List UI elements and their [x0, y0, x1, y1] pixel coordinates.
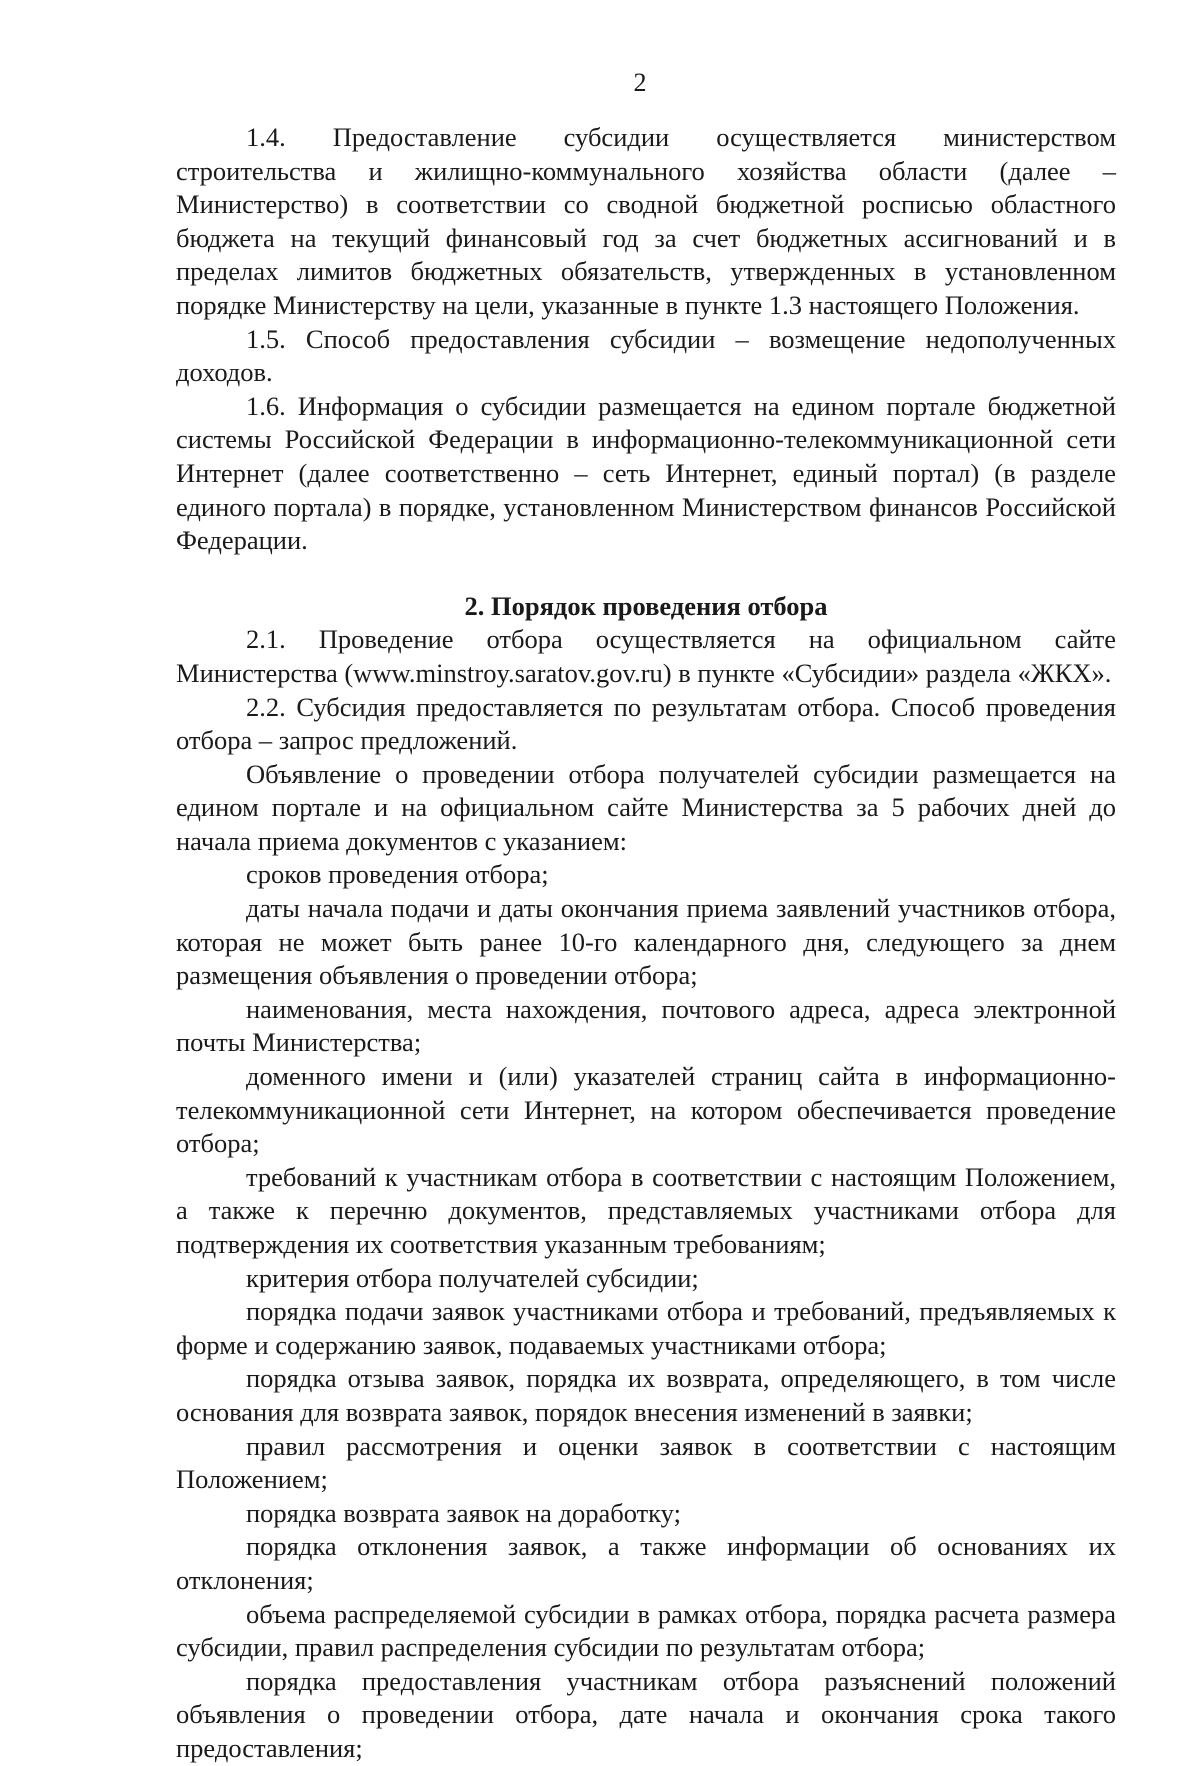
- section-heading: 2. Порядок проведения отбора: [464, 590, 828, 621]
- list-item: наименования, места нахождения, почтового адреса, адреса электронной почты Министерства;: [176, 993, 1116, 1058]
- document-body: [176, 121, 1116, 1766]
- list-item: доменного имени и (или) указателей страниц сайта в информационно-телекоммуникационной сети Интернет, на котором обеспечивается проведение отбора;: [176, 1061, 1116, 1159]
- list-item: порядка подачи заявок участниками отбора и требований, предъявляемых к форме и содержанию заявок, подаваемых участниками отбора;: [176, 1296, 1116, 1360]
- list-item: порядка предоставления участникам отбора разъяснений положений объявления о проведении отбора, дате начала и окончания срока такого предоставления;: [176, 1665, 1116, 1763]
- paragraph-2-1: 2.1. Проведение отбора осуществляется на официальном сайте Министерства (www.minstroy.saratov.gov.ru) в пункте «Субсидии» раздела «ЖКХ».: [176, 624, 1116, 688]
- list-item: порядка отклонения заявок, а также информации об основаниях их отклонения;: [176, 1531, 1116, 1595]
- paragraph-1-6: 1.6. Информация о субсидии размещается на едином портале бюджетной системы Российской Федерации в информационно-телекоммуникационной сети Интернет (далее соответственно – сеть Интернет, единый портал) (в разделе единого портала) в порядке, установленном Министерством финансов Российской Федерации.: [176, 390, 1116, 556]
- announcement-paragraph: Объявление о проведении отбора получателей субсидии размещается на едином портале и на официальном сайте Министерства за 5 рабочих дней до начала приема документов с указанием:: [176, 758, 1116, 856]
- list-item: требований к участникам отбора в соответствии с настоящим Положением, а также к перечню документов, представляемых участниками отбора для подтверждения их соответствия указанным требованиям;: [176, 1161, 1116, 1259]
- list-item: порядка возврата заявок на доработку;: [246, 1497, 681, 1528]
- list-item: даты начала подачи и даты окончания приема заявлений участников отбора, которая не может быть ранее 10-го календарного дня, следующего за днем размещения объявления о проведении отбора;: [176, 893, 1116, 991]
- paragraph-2-2: 2.2. Субсидия предоставляется по результатам отбора. Способ проведения отбора – запрос предложений.: [176, 691, 1116, 756]
- paragraph-1-4: 1.4. Предоставление субсидии осуществляется министерством строительства и жилищно-коммунального хозяйства области (далее – Министерство) в соответствии со сводной бюджетной росписью областного бюджета на текущий финансовый год за счет бюджетных ассигнований и в пределах лимитов бюджетных обязательств, утвержденных в установленном порядке Министерству на цели, указанные в пункте 1.3 настоящего Положения.: [176, 122, 1116, 320]
- list-item: критерия отбора получателей субсидии;: [246, 1262, 699, 1293]
- list-item: правил рассмотрения и оценки заявок в соответствии с настоящим Положением;: [176, 1430, 1116, 1495]
- list-item: объема распределяемой субсидии в рамках отбора, порядка расчета размера субсидии, правил распределения субсидии по результатам отбора;: [176, 1598, 1116, 1663]
- list-item: сроков проведения отбора;: [246, 859, 549, 890]
- list-item: порядка отзыва заявок, порядка их возврата, определяющего, в том числе основания для возврата заявок, порядок внесения изменений в заявки;: [176, 1363, 1116, 1427]
- paragraph-1-5: 1.5. Способ предоставления субсидии – возмещение недополученных доходов.: [176, 323, 1116, 388]
- page-number: 2: [633, 68, 647, 97]
